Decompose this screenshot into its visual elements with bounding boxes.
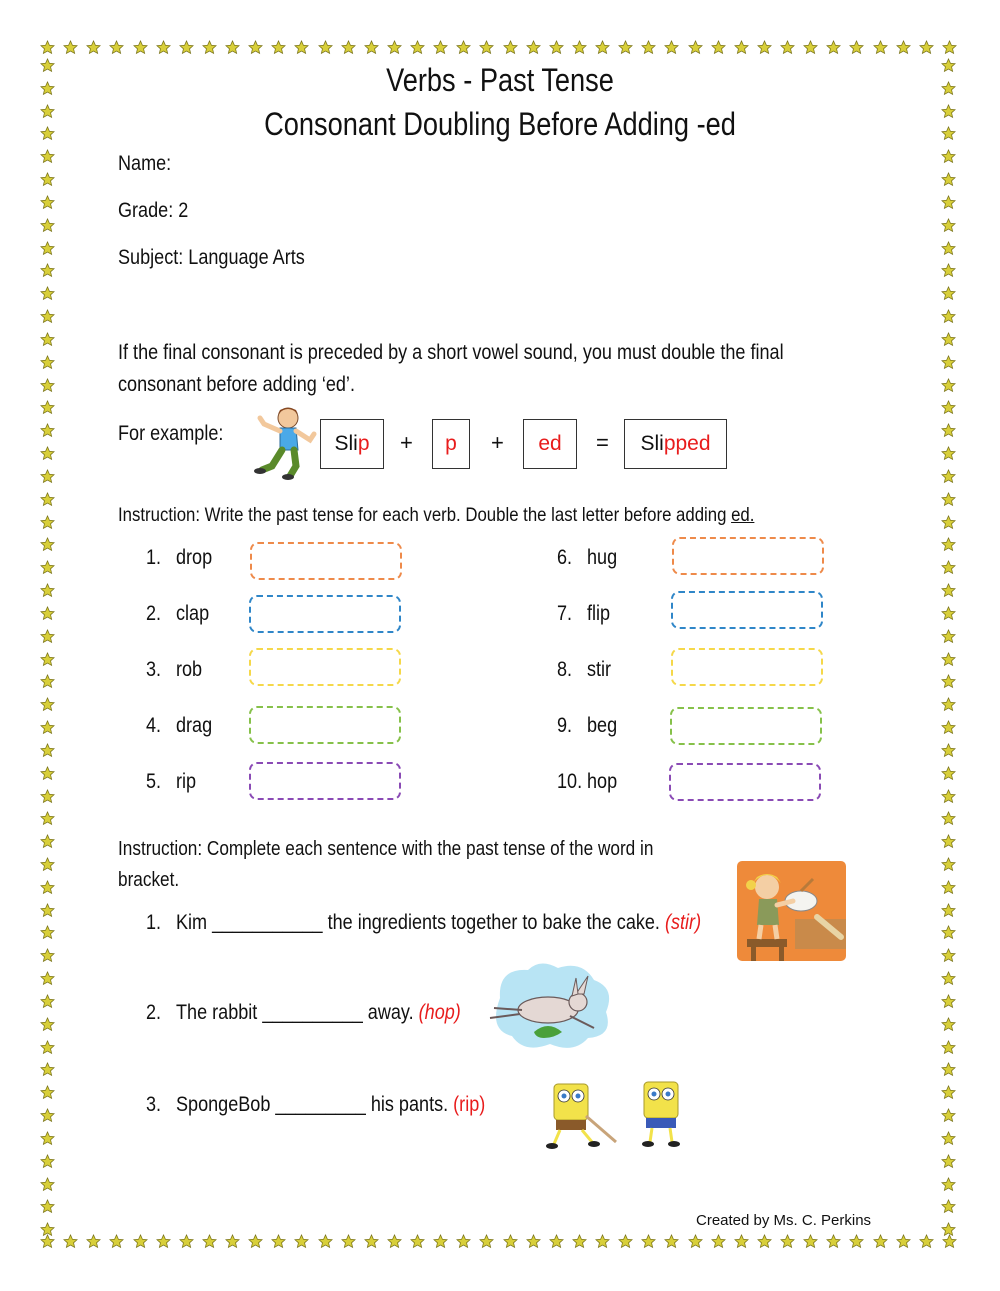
star-icon	[40, 241, 58, 256]
answer-box-9[interactable]	[670, 707, 822, 745]
star-icon	[40, 834, 58, 849]
star-icon	[873, 1234, 891, 1252]
star-icon	[40, 1040, 58, 1055]
instruction-1-underlined: ed.	[731, 504, 755, 526]
verb-word: drag	[176, 714, 213, 737]
star-icon	[941, 857, 959, 872]
star-icon	[919, 1234, 937, 1252]
star-icon	[941, 286, 959, 301]
star-icon	[941, 332, 959, 347]
star-icon	[133, 40, 151, 58]
worksheet-title: Verbs - Past Tense	[386, 62, 614, 98]
star-icon	[941, 81, 959, 96]
boy-illustration	[250, 404, 320, 480]
answer-box-5[interactable]	[249, 762, 401, 800]
star-icon	[40, 218, 58, 233]
sentence-number: 2.	[146, 1001, 162, 1024]
star-icon	[40, 309, 58, 324]
star-icon	[941, 1222, 959, 1237]
star-icon	[40, 81, 58, 96]
star-icon	[941, 652, 959, 667]
example-base-word-box	[320, 419, 384, 469]
star-icon	[941, 263, 959, 278]
star-icon	[433, 1234, 451, 1252]
star-icon	[40, 925, 58, 940]
star-icon	[688, 40, 706, 58]
star-icon	[271, 1234, 289, 1252]
star-icon	[941, 1062, 959, 1077]
sentence-3-text: SpongeBob _________ his pants.	[176, 1093, 454, 1116]
star-icon	[849, 40, 867, 58]
answer-box-7[interactable]	[671, 591, 823, 629]
verb-word: hop	[587, 770, 618, 793]
star-icon	[40, 126, 58, 141]
spongebob-icon	[540, 1076, 700, 1152]
star-icon	[941, 834, 959, 849]
verb-word: flip	[587, 602, 611, 625]
star-icon	[941, 309, 959, 324]
star-icon	[941, 948, 959, 963]
verb-word: beg	[587, 714, 618, 737]
star-icon	[133, 1234, 151, 1252]
star-icon	[664, 1234, 682, 1252]
sentence-3-hint: (rip)	[453, 1093, 486, 1116]
star-icon	[40, 903, 58, 918]
star-icon	[156, 40, 174, 58]
star-icon	[410, 1234, 428, 1252]
star-icon	[941, 515, 959, 530]
star-icon	[364, 1234, 382, 1252]
star-icon	[179, 1234, 197, 1252]
star-icon	[40, 697, 58, 712]
star-icon	[526, 40, 544, 58]
star-icon	[40, 880, 58, 895]
star-icon	[40, 766, 58, 781]
star-icon	[40, 629, 58, 644]
star-icon	[40, 583, 58, 598]
star-icon	[40, 286, 58, 301]
star-icon	[40, 172, 58, 187]
star-icon	[109, 1234, 127, 1252]
sentence-3	[176, 1093, 485, 1117]
star-icon	[941, 925, 959, 940]
star-icon	[941, 697, 959, 712]
star-icon	[941, 560, 959, 575]
plus-sign-2: +	[491, 430, 504, 455]
star-icon	[941, 537, 959, 552]
star-icon	[40, 971, 58, 986]
star-icon	[40, 652, 58, 667]
star-icon	[942, 40, 960, 58]
verb-number: 4.	[146, 714, 162, 737]
star-icon	[941, 743, 959, 758]
star-icon	[294, 1234, 312, 1252]
rabbit-icon	[478, 958, 618, 1066]
star-icon	[941, 104, 959, 119]
example-base-word: Sli	[334, 432, 358, 455]
verb-word: drop	[176, 546, 213, 569]
star-icon	[711, 40, 729, 58]
star-icon	[40, 789, 58, 804]
instruction-1-text: Instruction: Write the past tense for each verb. Double the last letter before adding	[118, 504, 732, 526]
star-icon	[40, 720, 58, 735]
star-icon	[40, 263, 58, 278]
star-icon	[941, 971, 959, 986]
star-icon	[941, 903, 959, 918]
star-icon	[941, 994, 959, 1009]
verb-number: 5.	[146, 770, 162, 793]
star-icon	[40, 104, 58, 119]
star-border-left	[40, 58, 58, 1238]
star-icon	[803, 1234, 821, 1252]
answer-box-8[interactable]	[671, 648, 823, 686]
star-icon	[941, 1154, 959, 1169]
star-icon	[40, 1017, 58, 1032]
star-icon	[896, 1234, 914, 1252]
star-icon	[941, 172, 959, 187]
star-icon	[941, 469, 959, 484]
star-icon	[40, 423, 58, 438]
star-icon	[40, 515, 58, 530]
star-icon	[941, 492, 959, 507]
example-label: For example:	[118, 422, 224, 445]
star-icon	[63, 1234, 81, 1252]
star-icon	[526, 1234, 544, 1252]
rabbit-illustration	[478, 958, 618, 1066]
star-icon	[941, 1017, 959, 1032]
star-icon	[941, 1040, 959, 1055]
star-icon	[202, 1234, 220, 1252]
star-icon	[40, 1108, 58, 1123]
star-icon	[40, 606, 58, 621]
star-icon	[780, 1234, 798, 1252]
star-icon	[63, 40, 81, 58]
answer-box-6[interactable]	[672, 537, 824, 575]
star-icon	[941, 720, 959, 735]
verb-number: 9.	[557, 714, 573, 737]
star-icon	[941, 1085, 959, 1100]
verb-number: 2.	[146, 602, 162, 625]
star-icon	[40, 446, 58, 461]
star-icon	[248, 1234, 266, 1252]
star-icon	[40, 400, 58, 415]
star-icon	[941, 1108, 959, 1123]
star-icon	[40, 674, 58, 689]
example-suffix-box	[523, 419, 577, 469]
star-icon	[456, 1234, 474, 1252]
star-icon	[941, 766, 959, 781]
sentence-number: 1.	[146, 911, 162, 934]
star-icon	[40, 811, 58, 826]
star-icon	[941, 241, 959, 256]
star-icon	[40, 1154, 58, 1169]
star-icon	[780, 40, 798, 58]
sentence-1-text: Kim ___________ the ingredients together to bake the cake.	[176, 911, 665, 934]
star-icon	[941, 606, 959, 621]
star-border-top	[40, 40, 960, 58]
star-icon	[40, 537, 58, 552]
star-icon	[664, 40, 682, 58]
star-icon	[40, 743, 58, 758]
girl-baking-icon	[737, 861, 846, 961]
star-icon	[941, 1131, 959, 1146]
star-icon	[40, 1222, 58, 1237]
star-icon	[941, 880, 959, 895]
example-double-letter: p	[445, 432, 457, 455]
example-suffix: ed	[538, 432, 562, 455]
star-icon	[941, 1199, 959, 1214]
star-icon	[572, 40, 590, 58]
star-icon	[40, 1062, 58, 1077]
star-icon	[873, 40, 891, 58]
star-icon	[433, 40, 451, 58]
star-icon	[757, 40, 775, 58]
star-icon	[86, 40, 104, 58]
example-result-box	[624, 419, 727, 469]
star-icon	[40, 1177, 58, 1192]
star-icon	[341, 40, 359, 58]
answer-box-10[interactable]	[669, 763, 821, 801]
star-icon	[941, 674, 959, 689]
star-icon	[941, 58, 959, 73]
answer-box-2[interactable]	[249, 595, 401, 633]
star-icon	[711, 1234, 729, 1252]
star-icon	[503, 1234, 521, 1252]
star-icon	[734, 40, 752, 58]
star-icon	[826, 1234, 844, 1252]
star-icon	[941, 583, 959, 598]
star-icon	[318, 40, 336, 58]
star-icon	[641, 1234, 659, 1252]
verb-word: rip	[176, 770, 197, 793]
star-icon	[941, 400, 959, 415]
star-icon	[294, 40, 312, 58]
verb-number: 6.	[557, 546, 573, 569]
star-icon	[896, 40, 914, 58]
star-icon	[40, 58, 58, 73]
star-icon	[688, 1234, 706, 1252]
sentence-number: 3.	[146, 1093, 162, 1116]
star-icon	[595, 40, 613, 58]
star-icon	[618, 40, 636, 58]
star-icon	[318, 1234, 336, 1252]
answer-box-1[interactable]	[250, 542, 402, 580]
star-icon	[941, 629, 959, 644]
boy-icon	[250, 404, 320, 480]
example-double-letter-box	[432, 419, 470, 469]
star-icon	[109, 40, 127, 58]
verb-word: rob	[176, 658, 203, 681]
star-icon	[549, 40, 567, 58]
star-icon	[40, 469, 58, 484]
star-icon	[803, 40, 821, 58]
star-icon	[40, 355, 58, 370]
star-icon	[572, 1234, 590, 1252]
star-icon	[40, 195, 58, 210]
star-icon	[503, 40, 521, 58]
verb-word: stir	[587, 658, 612, 681]
star-icon	[40, 857, 58, 872]
star-icon	[40, 40, 58, 58]
star-icon	[941, 355, 959, 370]
star-icon	[456, 40, 474, 58]
sentence-2	[176, 1001, 461, 1025]
star-icon	[40, 1131, 58, 1146]
star-icon	[40, 492, 58, 507]
star-icon	[40, 1199, 58, 1214]
equals-sign: =	[596, 430, 609, 455]
instruction-2-line-2: bracket.	[118, 869, 180, 891]
plus-sign-1: +	[400, 430, 413, 455]
example-result-word: Sli	[640, 432, 664, 455]
star-icon	[757, 1234, 775, 1252]
verb-number: 10.	[557, 770, 583, 793]
star-icon	[202, 40, 220, 58]
star-icon	[248, 40, 266, 58]
star-icon	[156, 1234, 174, 1252]
star-icon	[941, 149, 959, 164]
star-icon	[271, 40, 289, 58]
star-icon	[364, 40, 382, 58]
star-icon	[826, 40, 844, 58]
star-icon	[40, 948, 58, 963]
sentence-1	[176, 911, 701, 935]
star-icon	[40, 149, 58, 164]
star-icon	[941, 195, 959, 210]
star-icon	[410, 40, 428, 58]
star-icon	[941, 446, 959, 461]
verb-number: 7.	[557, 602, 573, 625]
star-border-right	[941, 58, 959, 1238]
star-icon	[618, 1234, 636, 1252]
verb-number: 8.	[557, 658, 573, 681]
star-icon	[40, 994, 58, 1009]
verb-number: 3.	[146, 658, 162, 681]
star-icon	[941, 218, 959, 233]
rule-line-1: If the final consonant is preceded by a short vowel sound, you must double the final	[118, 341, 784, 364]
worksheet-subtitle: Consonant Doubling Before Adding -ed	[264, 106, 736, 142]
star-icon	[941, 811, 959, 826]
star-icon	[941, 423, 959, 438]
verb-word: clap	[176, 602, 210, 625]
sentence-2-text: The rabbit __________ away.	[176, 1001, 419, 1024]
rule-line-2: consonant before adding ‘ed’.	[118, 373, 355, 396]
star-icon	[479, 1234, 497, 1252]
star-icon	[40, 1085, 58, 1100]
star-icon	[549, 1234, 567, 1252]
star-icon	[225, 1234, 243, 1252]
star-icon	[225, 40, 243, 58]
star-icon	[40, 560, 58, 575]
star-icon	[387, 1234, 405, 1252]
name-label: Name:	[118, 152, 172, 175]
example-result-ending: pped	[663, 432, 711, 455]
star-icon	[387, 40, 405, 58]
star-icon	[941, 789, 959, 804]
answer-box-3[interactable]	[249, 648, 401, 686]
star-border-bottom	[40, 1234, 960, 1252]
star-icon	[941, 126, 959, 141]
example-base-final-letter: p	[357, 432, 370, 455]
verb-number: 1.	[146, 546, 162, 569]
sentence-2-hint: (hop)	[418, 1001, 461, 1024]
star-icon	[919, 40, 937, 58]
star-icon	[86, 1234, 104, 1252]
star-icon	[341, 1234, 359, 1252]
star-icon	[179, 40, 197, 58]
star-icon	[641, 40, 659, 58]
spongebob-illustration	[540, 1076, 700, 1152]
grade-label: Grade: 2	[118, 199, 189, 222]
star-icon	[479, 40, 497, 58]
verb-word: hug	[587, 546, 618, 569]
star-icon	[734, 1234, 752, 1252]
subject-label: Subject: Language Arts	[118, 246, 305, 269]
star-icon	[40, 332, 58, 347]
credit-text: Created by Ms. C. Perkins	[696, 1212, 872, 1229]
instruction-2-line-1: Instruction: Complete each sentence with the past tense of the word in	[118, 838, 654, 860]
star-icon	[595, 1234, 613, 1252]
star-icon	[849, 1234, 867, 1252]
answer-box-4[interactable]	[249, 706, 401, 744]
instruction-1	[118, 504, 754, 527]
girl-baking-illustration	[737, 861, 846, 961]
star-icon	[941, 378, 959, 393]
sentence-1-hint: (stir)	[664, 911, 702, 934]
star-icon	[941, 1177, 959, 1192]
star-icon	[40, 378, 58, 393]
